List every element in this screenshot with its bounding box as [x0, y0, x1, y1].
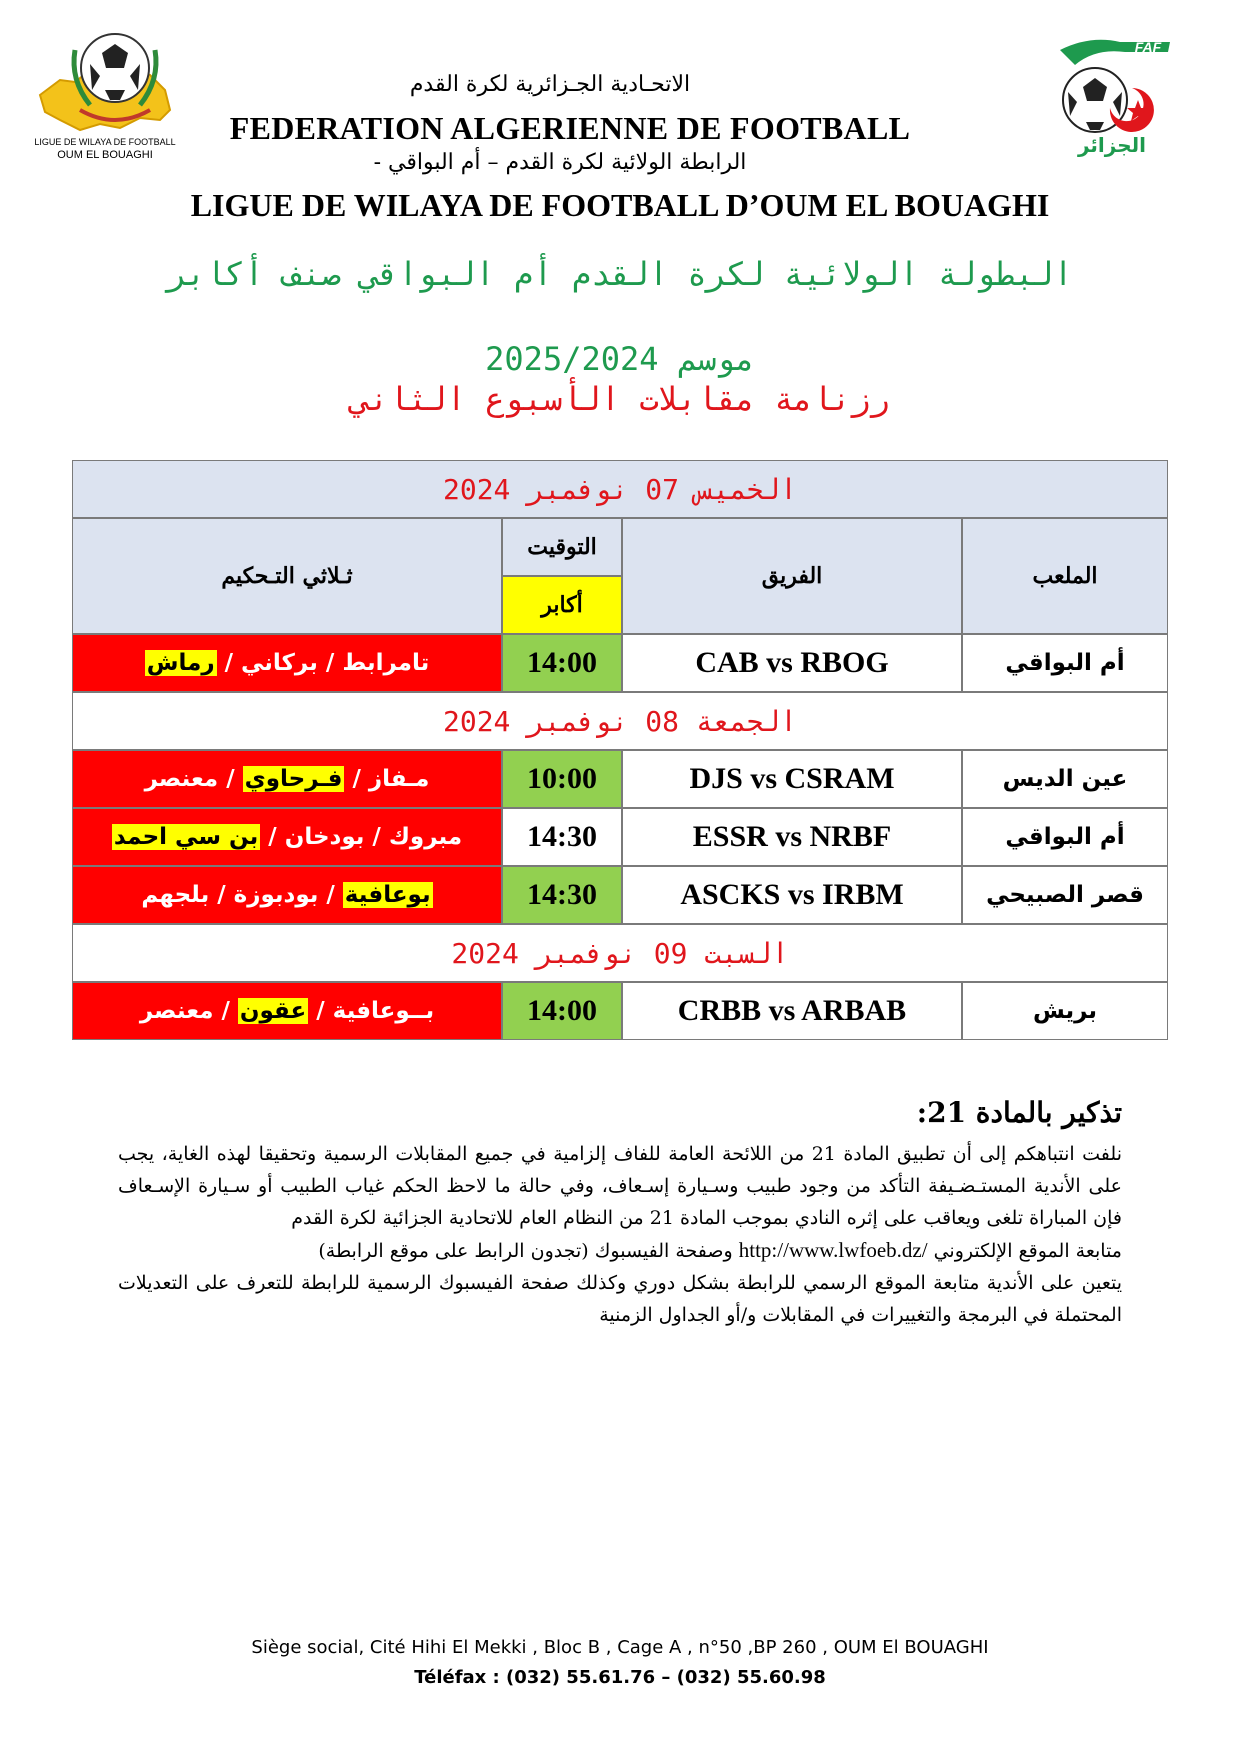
- schedule-title: رزنامة مقابلات الأسبوع الثاني: [350, 380, 890, 418]
- championship-title: البطولة الولائية لكرة القدم أم البواقي صنف أكابر: [167, 255, 1073, 293]
- follow-suffix: وصفحة الفيسبوك (تجدون الرابط على موقع الرابطة): [318, 1240, 733, 1262]
- match-stadium: بريش: [962, 982, 1168, 1040]
- match-stadium: عين الديس: [962, 750, 1168, 808]
- header-category: أكابر: [502, 576, 622, 634]
- referee-name: مبروك: [388, 824, 463, 850]
- footer-phone: Téléfax : (032) 55.61.76 – (032) 55.60.98: [414, 1667, 826, 1688]
- faf-arabic-label: الجزائر: [1077, 133, 1147, 157]
- reminder-title: تذكير بالمادة 21:: [916, 1096, 1122, 1129]
- federation-name-ar: الاتحـادية الجـزائرية لكرة القدم: [409, 72, 691, 97]
- match-teams: ESSR vs NRBF: [622, 808, 962, 866]
- referee-name: بودبوزة: [233, 882, 319, 908]
- referee-name: معنصر: [139, 998, 214, 1024]
- header-stadium: الملعب: [962, 518, 1168, 634]
- referee-name: بــوعافية: [332, 998, 435, 1024]
- match-time: 14:00: [502, 982, 622, 1040]
- league-logo-line2: OUM EL BOUAGHI: [57, 149, 153, 160]
- league-name-fr: LIGUE DE WILAYA DE FOOTBALL D’OUM EL BOUAGHI: [190, 187, 1050, 223]
- match-referees: مـفاز / فـرحاوي / معنصر: [72, 750, 502, 808]
- league-name-ar: الرابطة الولائية لكرة القدم – أم البواقي -: [373, 150, 747, 175]
- day-2-date: الجمعة 08 نوفمبر 2024: [72, 692, 1168, 750]
- referee-name: بودخان: [284, 824, 365, 850]
- match-referees: مبروك / بودخان / بن سي احمد: [72, 808, 502, 866]
- referee-name: بركاني: [241, 650, 318, 676]
- header-referees: ثـلاثي التـحكيم: [72, 518, 502, 634]
- federation-name-fr: FEDERATION ALGERIENNE DE FOOTBALL: [229, 110, 911, 146]
- schedule-table: [72, 460, 1168, 1044]
- header-team: الفريق: [622, 518, 962, 634]
- league-logo-icon: [20, 20, 190, 160]
- league-website-link[interactable]: http://www.lwfoeb.dz/: [738, 1238, 928, 1262]
- day-3-date: السبت 09 نوفمبر 2024: [72, 924, 1168, 982]
- match-referees: بوعافية / بودبوزة / بلجهم: [72, 866, 502, 924]
- referee-name-highlighted: بوعافية: [344, 882, 431, 908]
- faf-logo-icon: [1050, 30, 1180, 160]
- match-teams: ASCKS vs IRBM: [622, 866, 962, 924]
- match-teams: CRBB vs ARBAB: [622, 982, 962, 1040]
- league-logo: [20, 20, 190, 160]
- match-stadium: أم البواقي: [962, 808, 1168, 866]
- faf-logo: [1050, 30, 1180, 160]
- referee-name: بلجهم: [141, 882, 210, 908]
- reminder-follow-line: [118, 1234, 1122, 1267]
- match-teams: DJS vs CSRAM: [622, 750, 962, 808]
- follow-prefix: متابعة الموقع الإلكتروني: [933, 1240, 1122, 1262]
- header-time: التوقيت: [502, 518, 622, 576]
- referee-name: تامرابط: [342, 650, 430, 676]
- match-time: 14:30: [502, 808, 622, 866]
- footer: [120, 1633, 1120, 1693]
- reminder-paragraph: يتعين على الأندية متابعة الموقع الرسمي للرابطة بشكل دوري وكذلك صفحة الفيسبوك الرسمية للرابطة للتعرف على التعديلات المحتملة في البرمجة والتغييرات في المقابلات و/أو الجداول الزمنية: [118, 1272, 1122, 1326]
- reminder-body: [118, 1138, 1122, 1331]
- match-stadium: أم البواقي: [962, 634, 1168, 692]
- match-teams: CAB vs RBOG: [622, 634, 962, 692]
- season-title: موسم 2025/2024: [485, 340, 755, 378]
- referee-name-highlighted: عقون: [239, 998, 307, 1024]
- faf-letters: FAF: [1134, 39, 1162, 55]
- match-time: 14:30: [502, 866, 622, 924]
- referee-name-highlighted: بن سي احمد: [113, 824, 259, 850]
- referee-name-highlighted: رماش: [146, 650, 215, 676]
- footer-address: Siège social, Cité Hihi El Mekki , Bloc B , Cage A , n°50 ,BP 260 , OUM El BOUAGHI: [251, 1637, 989, 1658]
- referee-name: مـفاز: [368, 766, 430, 792]
- match-time: 14:00: [502, 634, 622, 692]
- day-1-date: الخميس 07 نوفمبر 2024: [72, 460, 1168, 518]
- reminder-paragraph: نلفت انتباهكم إلى أن تطبيق المادة 21 من اللائحة العامة للفاف إلزامية في جميع المقابلات الرسمية وتحقيقا لهذه الغاية، يجب على الأندية المستـضـيفة التأكد من وجود طبيب وسـيارة إسـعاف، وفي حالة ما لاحظ الحكم غياب الطبيب أو سـيارة الإسـعاف فإن المباراة تلغى ويعاقب على إثره النادي بموجب المادة 21 من النظام العام للاتحادية الجزائية لكرة القدم: [118, 1143, 1122, 1229]
- referee-name-highlighted: فـرحاوي: [244, 766, 343, 792]
- referee-name: معنصر: [144, 766, 219, 792]
- match-time: 10:00: [502, 750, 622, 808]
- match-referees: بــوعافية / عقون / معنصر: [72, 982, 502, 1040]
- match-referees: تامرابط / بركاني / رماش: [72, 634, 502, 692]
- match-stadium: قصر الصبيحي: [962, 866, 1168, 924]
- league-logo-line1: LIGUE DE WILAYA DE FOOTBALL: [34, 137, 176, 147]
